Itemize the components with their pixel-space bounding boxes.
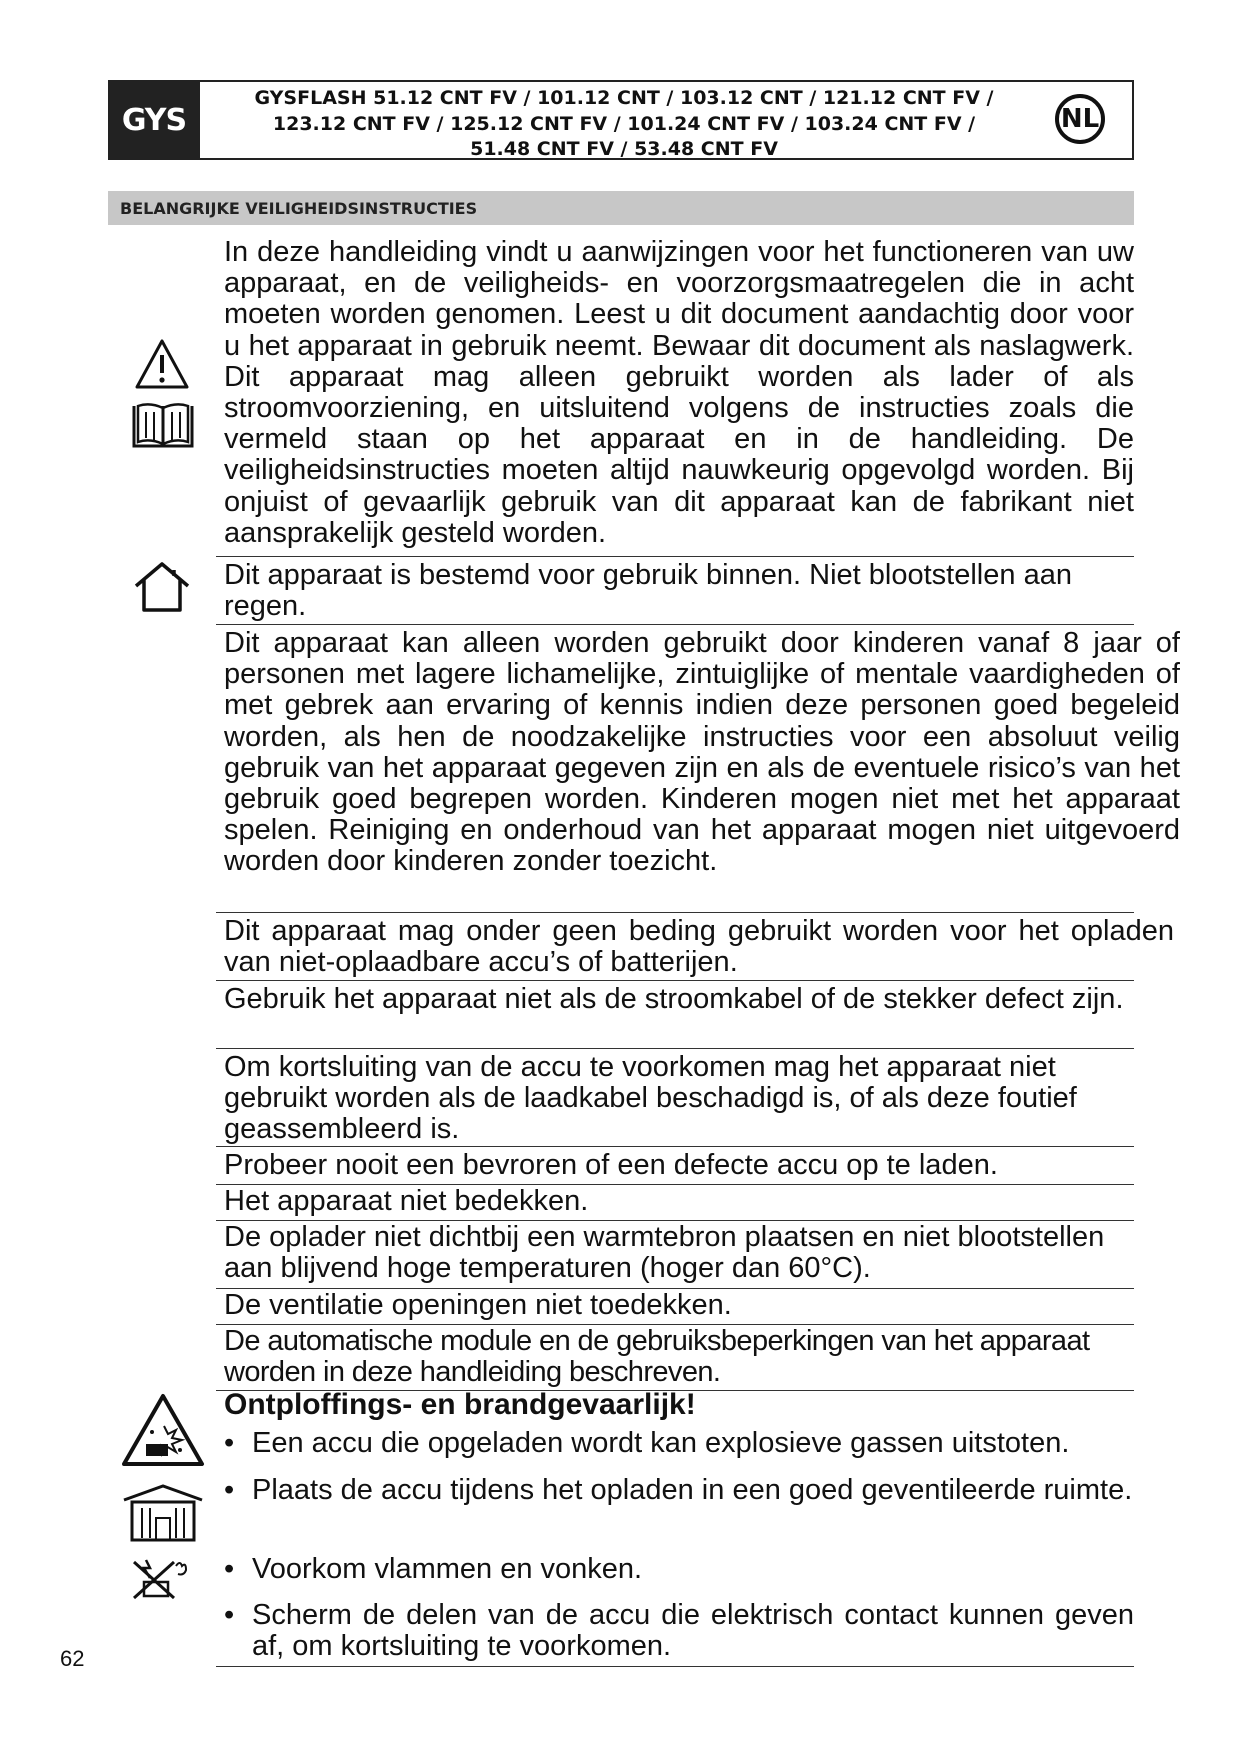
model-line: 51.48 CNT FV / 53.48 CNT FV [470, 138, 778, 160]
no-flames-sparks-icon [128, 1556, 198, 1600]
section-bar [108, 191, 1134, 225]
divider-line [216, 556, 1134, 557]
bullet-dot: • [224, 1599, 235, 1631]
bullet-text: Scherm de delen van de accu die elektrisch contact kunnen geven af, om kortsluiting te voorkomen. [252, 1599, 1134, 1663]
language-badge [1055, 94, 1105, 144]
bullet-dot: • [224, 1427, 235, 1459]
do-not-cover-paragraph: Het apparaat niet bedekken. [224, 1185, 589, 1217]
warning-triangle-icon [134, 338, 190, 390]
intro-paragraph: In deze handleiding vindt u aanwijzingen voor het functioneren van uw apparaat, en de veiligheids- en voorzorgsmaatregelen die in acht moeten worden genomen. Leest u dit document aandachtig door voor u het apparaat in gebruik neemt. Bewaar dit document als naslagwerk. Dit apparaat mag alleen gebruikt worden als lader of als stroomvoorziening, en uitsluitend volgens de instructies zoals die vermeld staan op het apparaat en in de handleiding. De veiligheidsinstructies moeten altijd nauwkeurig opgevolgd worden. Bij onjuist of gevaarlijk gebruik van dit apparaat kan de fabrikant niet aansprakelijk gesteld worden. [224, 236, 1134, 549]
explosion-hazard-icon [120, 1392, 206, 1468]
short-circuit-paragraph: Om kortsluiting van de accu te voorkomen mag het apparaat niet gebruikt worden als de laadkabel beschadigd is, of als deze foutief geassembleerd is. [224, 1051, 1077, 1146]
page-number: 62 [60, 1646, 85, 1671]
model-line: 123.12 CNT FV / 125.12 CNT FV / 101.24 CNT FV / 103.24 CNT FV / [272, 112, 976, 135]
divider-line [216, 912, 1134, 913]
read-manual-book-icon [130, 400, 196, 452]
divider-line [216, 1146, 1134, 1147]
bullet-text: Voorkom vlammen en vonken. [252, 1553, 643, 1585]
indoor-house-icon [132, 560, 192, 614]
explosion-fire-warning-heading: Ontploffings- en brandgevaarlijk! [224, 1388, 696, 1421]
children-use-paragraph: Dit apparaat kan alleen worden gebruikt door kinderen vanaf 8 jaar of personen met lagere lichamelijke, zintuiglijke of mentale vaardigheden of met gebrek aan ervaring of kennis indien deze personen goed begeleid worden, als hen de noodzakelijke instructies voor een absoluut veilig gebruik van het apparaat gegeven zijn en als de eventuele risico’s van het gebruik goed begrepen worden. Kinderen mogen niet met het apparaat spelen. Reiniging en onderhoud van het apparaat mogen niet uitgevoerd worden door kinderen zonder toezicht. [224, 627, 1180, 878]
automatic-module-paragraph: De automatische module en de gebruiksbeperkingen van het apparaat worden in deze handleiding beschreven. [224, 1325, 1090, 1389]
ventilated-room-icon [120, 1482, 206, 1544]
ventilation-paragraph: De ventilatie openingen niet toedekken. [224, 1289, 732, 1321]
non-rechargeable-paragraph: Dit apparaat mag onder geen beding gebruikt worden voor het opladen van niet-oplaadbare accu’s of batterijen. [224, 915, 1174, 979]
bullet-text: Een accu die opgeladen wordt kan explosieve gassen uitstoten. [252, 1427, 1070, 1459]
header-divider [198, 82, 200, 158]
bullet-dot: • [224, 1553, 235, 1585]
bullet-text: Plaats de accu tijdens het opladen in een goed geventileerde ruimte. [252, 1474, 1133, 1506]
divider-line [216, 1666, 1134, 1667]
power-cable-paragraph: Gebruik het apparaat niet als de stroomkabel of de stekker defect zijn. [224, 983, 1124, 1015]
document-header [108, 80, 1134, 160]
model-line: GYSFLASH 51.12 CNT FV / 101.12 CNT / 103.12 CNT / 121.12 CNT FV / [254, 87, 994, 109]
section-title: BELANGRIJKE VEILIGHEIDSINSTRUCTIES [120, 199, 478, 218]
bullet-dot: • [224, 1474, 235, 1506]
gys-logo [110, 82, 198, 158]
logo-text: GYS [121, 102, 187, 138]
divider-line [216, 980, 1134, 981]
language-code: NL [1060, 104, 1100, 134]
divider-line [216, 624, 1134, 625]
heat-source-paragraph: De oplader niet dichtbij een warmtebron plaatsen en niet blootstellen aan blijvend hoge temperaturen (hoger dan 60°C). [224, 1221, 1105, 1285]
frozen-battery-paragraph: Probeer nooit een bevroren of een defecte accu op te laden. [224, 1149, 998, 1181]
indoor-use-paragraph: Dit apparaat is bestemd voor gebruik binnen. Niet blootstellen aan regen. [224, 559, 1072, 623]
divider-line [216, 1048, 1134, 1049]
model-list [214, 86, 1034, 163]
